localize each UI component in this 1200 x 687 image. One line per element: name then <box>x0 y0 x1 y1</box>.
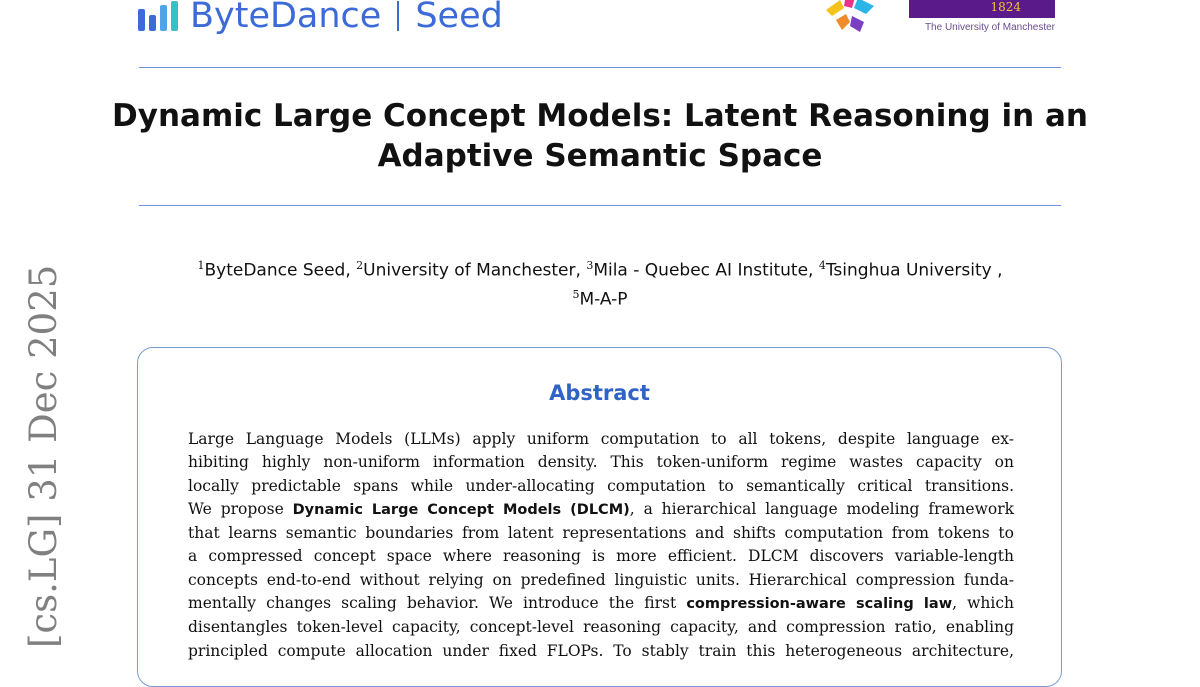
logo-separator <box>397 1 399 31</box>
abstract-line-4 <box>188 498 1014 522</box>
abstract-line-5: that learns semantic boundaries from latent representations and shifts computation from tokens to <box>188 524 1014 543</box>
abstract-line-7: concepts end-to-end without relying on predefined linguistic units. Hierarchical compression funda- <box>188 570 1014 589</box>
abstract-line-4-post: , a hierarchical language modeling framework <box>629 499 1015 518</box>
affil-5: M-A-P <box>579 289 628 310</box>
seed-wordmark: Seed <box>415 0 503 36</box>
title-bottom-rule <box>139 205 1061 206</box>
title-line-2: Adaptive Semantic Space <box>377 138 823 174</box>
bytedance-wordmark: ByteDance <box>190 0 382 36</box>
abstract-line-6: a compressed concept space where reasoning is more efficient. DLCM discovers variable-length <box>188 547 1014 566</box>
abstract-line-2: hibiting highly non-uniform information density. This token-uniform regime wastes capacity on <box>188 453 1014 472</box>
abstract-line-1: Large Language Models (LLMs) apply uniform computation to all tokens, despite language ex- <box>188 430 1014 448</box>
abstract-heading: Abstract <box>549 381 650 405</box>
manchester-caption: The University of Manchester <box>924 22 1055 33</box>
affil-3: Mila - Quebec AI Institute <box>593 260 809 281</box>
affil-2-number: 2 <box>356 259 364 272</box>
abstract-line-9: disentangles token-level capacity, concept-level reasoning capacity, and compression ratio, enabling <box>188 618 1014 637</box>
abstract-line-8-pre: mentally changes scaling behavior. We introduce the first <box>188 594 677 613</box>
abstract-line-10: principled compute allocation under fixed FLOPs. To stably train this heterogeneous architecture, <box>188 641 1014 660</box>
affil-3-number: 3 <box>586 259 594 272</box>
affil-2: University of Manchester <box>363 260 576 281</box>
bytedance-bars-icon <box>138 1 178 31</box>
abstract-line-8-post: , which <box>952 594 1014 613</box>
abstract-box <box>137 347 1062 687</box>
manchester-year: 1824 <box>990 0 1021 14</box>
scaling-law-bold-term: compression-aware scaling law <box>686 596 953 613</box>
bytedance-seed-logo <box>138 0 503 40</box>
affil-1-number: 1 <box>197 259 205 272</box>
affil-4: Tsinghua University <box>825 260 992 281</box>
dlcm-bold-term: Dynamic Large Concept Models (DLCM) <box>292 501 630 518</box>
affiliations-line-1: $^1$ByteDance Seed, $^2$University of Manchester, $^3$Mila - Quebec AI Institute, $^4$Tsinghua University , <box>197 259 1003 281</box>
university-of-manchester-logo <box>909 0 1055 33</box>
manchester-crest-box <box>909 0 1055 18</box>
affil-1: ByteDance Seed <box>204 260 346 281</box>
abstract-line-3: locally predictable spans while under-allocating computation to semantically critical transitions. <box>188 476 1014 495</box>
affiliations-line-2 <box>100 283 1100 312</box>
mila-star-logo-icon <box>816 0 880 38</box>
paper-title <box>100 96 1100 176</box>
affiliations <box>100 254 1100 311</box>
arxiv-sidebar-stamp: [cs.LG] 31 Dec 2025 <box>22 264 65 648</box>
abstract-body <box>188 428 1014 663</box>
abstract-line-4-pre: We propose <box>188 499 284 518</box>
abstract-line-8 <box>188 592 1014 616</box>
affil-5-number: 5 <box>572 287 580 301</box>
affil-4-number: 4 <box>818 259 826 272</box>
top-rule <box>139 67 1061 68</box>
title-line-1: Dynamic Large Concept Models: Latent Reasoning in an <box>112 98 1088 134</box>
